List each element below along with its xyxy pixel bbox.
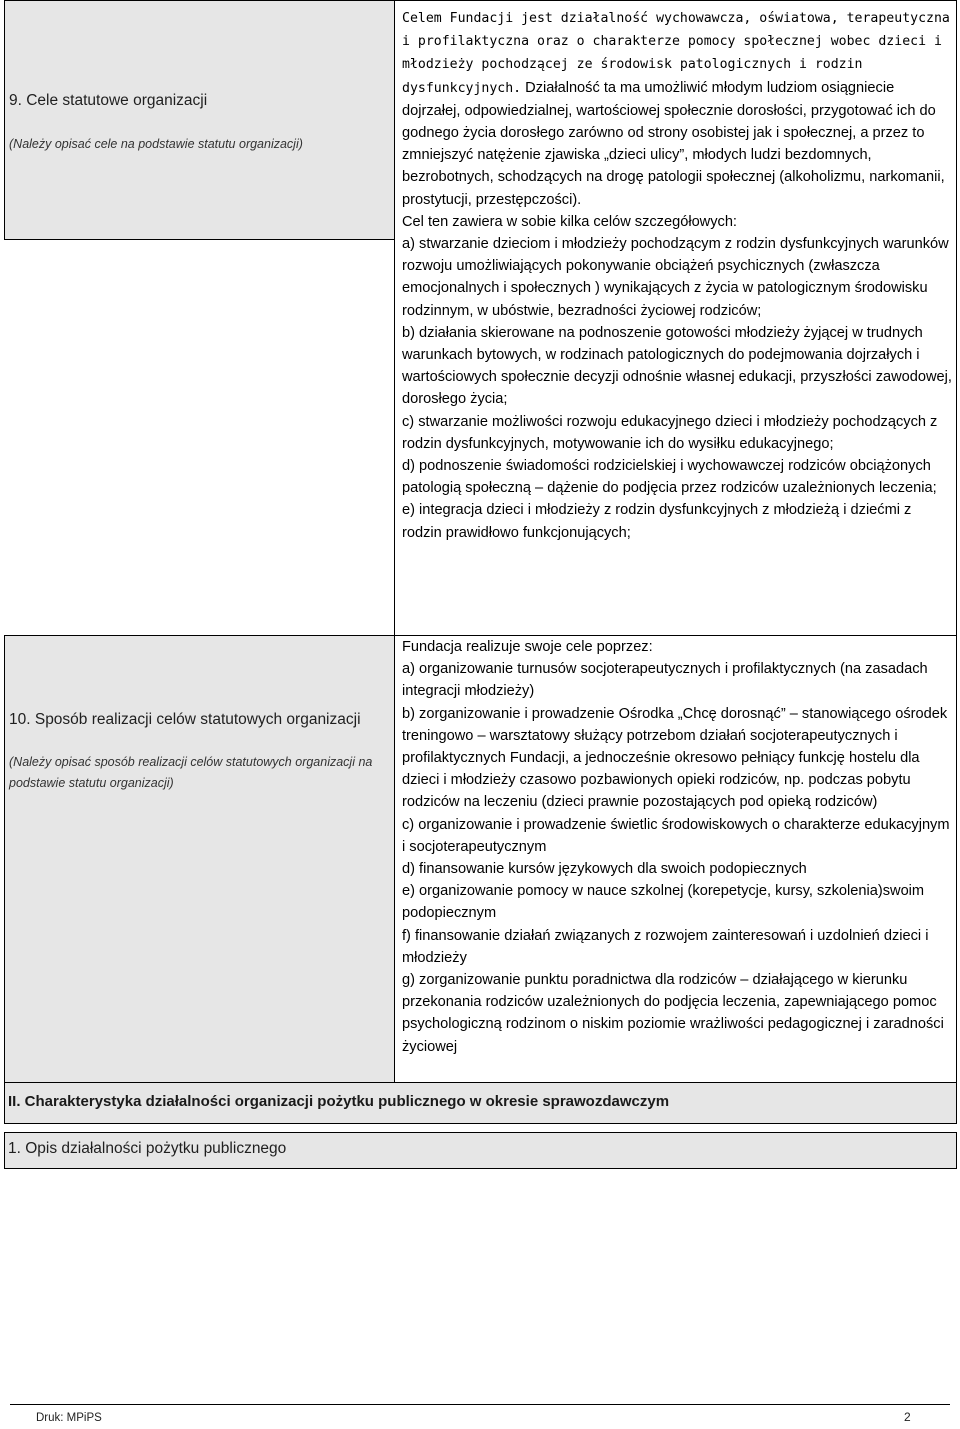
- section-9-intro: [402, 7, 955, 211]
- section-9-goal-b: b) działania skierowane na podnoszenie gotowości młodzieży żyjącej w trudnych warunkach bytowych, w rodzinach patologicznych do podejmowania dojrzałych i wartościowych społecznie decyzji odnośnie własnej edukacji, przyszłości zawodowej, dorosłego życia;: [402, 324, 952, 408]
- footer-print-label: Druk: MPiPS: [36, 1412, 102, 1424]
- section-9-goal-d: d) podnoszenie świadomości rodzicielskiej i wychowawczej rodziców obciążonych patologią społeczną – dążenie do podjęcia przez rodziców uzależnionych leczenia;: [402, 458, 937, 497]
- section-10-item-f: f) finansowanie działań związanych z rozwojem zainteresowań i uzdolnień dzieci i młodzieży: [402, 927, 929, 966]
- section-10-item-a: a) organizowanie turnusów socjoterapeutycznych i profilaktycznych (na zasadach integracji młodzieży): [402, 661, 928, 700]
- section-9-title: 9. Cele statutowe organizacji: [9, 92, 208, 109]
- section-9-intro-mono: Celem Fundacji jest działalność wychowawcza, oświatowa, terapeutyczna i profilaktyczna oraz o charakterze pomocy społecznej wobec dzieci i młodzieży pochodzącej ze środowisk patologicznych i rodzin dysfunkcyjnych.: [402, 11, 950, 96]
- footer-divider: [10, 1404, 950, 1405]
- section-10-item-g: g) zorganizowanie punktu poradnictwa dla rodziców – działającego w kierunku przekonania rodziców uzależnionych do podjęcia leczenia, zapewniającego pomoc psychologiczną rodzinom o niskim poziomie wrażliwości pedagogicznej i zaradności życiowej: [402, 972, 944, 1055]
- section-10-label-cell: [4, 635, 395, 1083]
- section-10-title: 10. Sposób realizacji celów statutowych organizacji: [9, 711, 361, 728]
- section-1-title: 1. Opis działalności pożytku publicznego: [8, 1140, 287, 1157]
- section-9-goal-e: e) integracja dzieci i młodzieży z rodzin dysfunkcyjnych z młodzieżą i dziećmi z rodzin prawidłowo funkcjonujących;: [402, 502, 912, 541]
- section-10-intro: Fundacja realizuje swoje cele poprzez:: [402, 639, 653, 655]
- section-9-goal-a: a) stwarzanie dzieciom i młodzieży pochodzącym z rodzin dysfunkcyjnych warunków rozwoju umożliwiających pokonywanie obciążeń psychicznych (zwłaszcza emocjonalnych i społecznych ) wynikających z życia w patologicznym środowisku rodzinnym, w ubóstwie, bezradności życiowej rodziców;: [402, 236, 949, 319]
- section-9-content: [402, 7, 955, 544]
- section-9-goal-c: c) stwarzanie możliwości rozwoju edukacyjnego dzieci i młodzieży pochodzących z rodzin dysfunkcyjnych, motywowanie ich do wysiłku edukacyjnego;: [402, 413, 938, 452]
- section-10-item-b: b) zorganizowanie i prowadzenie Ośrodka „Chcę dorosnąć” – stanowiącego ośrodek treningowo – warsztatowy służący potrzebom działań socjoterapeutycznych i profilaktycznych Fundacji, a jednocześnie okresowo pełniący funkcję hostelu dla dzieci i młodzieży czasowo pozbawionych opieki rodziców, np. podczas pobytu rodziców na leczeniu (dzieci prawnie pozostających pod opieką rodziców): [402, 705, 948, 811]
- section-10-item-c: c) organizowanie i prowadzenie świetlic środowiskowych o charakterze edukacyjnym i socjoterapeutycznym: [402, 816, 950, 855]
- section-9-intro-rest: Działalność ta ma umożliwić młodym ludziom osiągniecie dojrzałej, odpowiedzialnej, wartościowej społecznie dorosłości, przygotować ich do godnego życia dorosłego zarówno od strony osobistej jak i społecznej, a przez to zmniejszyć natężenie zjawiska „dzieci ulicy”, młodych ludzi bezdomnych, bezrobotnych, schodzących na drogę patologii społecznej (alkoholizmu, narkomanii, prostytucji, przestępczości).: [402, 79, 945, 208]
- section-10-content: [402, 636, 955, 1058]
- section-10-item-e: e) organizowanie pomocy w nauce szkolnej (korepetycje, kursy, szkolenia)swoim podopiecznym: [402, 883, 925, 922]
- section-9-label-cell: [4, 0, 395, 240]
- section-10-item-d: d) finansowanie kursów językowych dla swoich podopiecznych: [402, 861, 807, 878]
- section-9-hint: (Należy opisać cele na podstawie statutu organizacji): [9, 137, 303, 151]
- section-9-goals-intro: Cel ten zawiera w sobie kilka celów szczegółowych:: [402, 213, 737, 230]
- part-ii-title: II. Charakterystyka działalności organizacji pożytku publicznego w okresie sprawozdawczym: [8, 1093, 670, 1110]
- section-10-hint: (Należy opisać sposób realizacji celów statutowych organizacji na podstawie statutu organizacji): [9, 755, 373, 790]
- footer-page-number: 2: [904, 1410, 911, 1424]
